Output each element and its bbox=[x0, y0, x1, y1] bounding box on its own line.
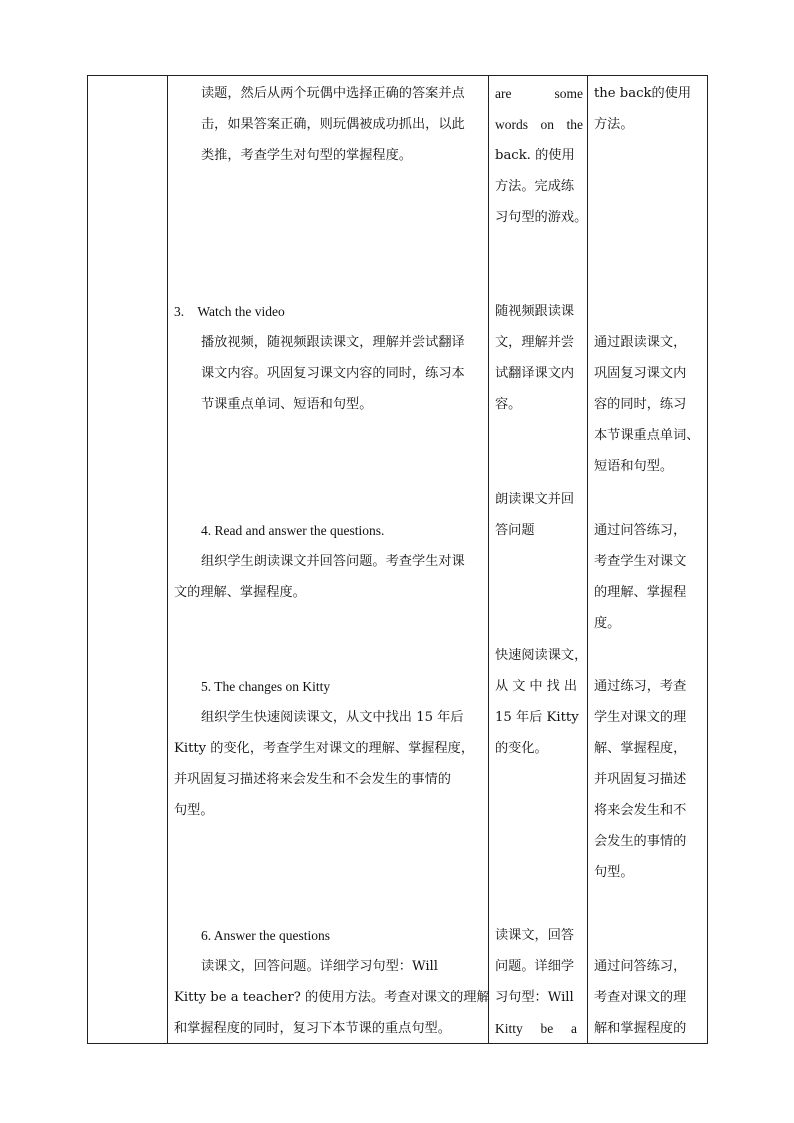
activity-line: 类推，考查学生对句型的掌握程度。 bbox=[201, 148, 412, 163]
step-title: 5. The changes on Kitty bbox=[201, 679, 331, 694]
activity-line: 问题。详细学 bbox=[495, 959, 575, 974]
activity-line: 快速阅读课文， bbox=[495, 648, 588, 663]
lesson-plan-table bbox=[87, 75, 708, 1044]
step-title: 4. Read and answer the questions. bbox=[201, 523, 385, 538]
activity-line: 并巩固复习描述将来会发生和不会发生的事情的 bbox=[174, 772, 451, 787]
activity-line: 课文内容。巩固复习课文内容的同时，练习本 bbox=[201, 366, 465, 381]
activity-line: 从 文 中 找 出 bbox=[495, 679, 577, 694]
intent-line: 短语和句型。 bbox=[594, 459, 674, 474]
intent-line: 的理解、掌握程 bbox=[594, 585, 687, 600]
activity-line: 习句型的游戏。 bbox=[495, 210, 588, 225]
intent-line: 考查学生对课文 bbox=[594, 554, 687, 569]
intent-line: 方法。 bbox=[594, 117, 634, 132]
intent-line: 容的同时，练习 bbox=[594, 397, 687, 412]
activity-line: are some bbox=[495, 86, 583, 101]
intent-line: 解和掌握程度的 bbox=[594, 1021, 687, 1036]
activity-line: 习句型：Will bbox=[495, 990, 574, 1005]
step-title: 6. Answer the questions bbox=[201, 928, 330, 943]
activity-line: 句型。 bbox=[174, 803, 214, 818]
intent-line: 巩固复习课文内 bbox=[594, 366, 687, 381]
intent-line: 将来会发生和不 bbox=[594, 803, 687, 818]
activity-line: 朗读课文并回 bbox=[495, 492, 575, 507]
activity-line: 方法。完成练 bbox=[495, 179, 575, 194]
activity-line: back. 的使用 bbox=[495, 148, 575, 163]
activity-line: Kitty be a bbox=[495, 1021, 577, 1036]
activity-line: 15 年后 Kitty bbox=[495, 710, 579, 725]
intent-line: 通过练习，考查 bbox=[594, 679, 687, 694]
activity-line: 试翻译课文内 bbox=[495, 366, 575, 381]
activity-line: 组织学生朗读课文并回答问题。考查学生对课 bbox=[201, 554, 465, 569]
activity-line: 容。 bbox=[495, 397, 522, 412]
activity-line: 文，理解并尝 bbox=[495, 335, 575, 350]
design-intent-cell bbox=[588, 76, 708, 1044]
activity-line: 组织学生快速阅读课文，从文中找出 15 年后 bbox=[201, 710, 464, 725]
intent-line: 通过问答练习， bbox=[594, 523, 687, 538]
activity-line: 随视频跟读课 bbox=[495, 304, 575, 319]
intent-line: 解、掌握程度， bbox=[594, 741, 687, 756]
intent-line: 通过跟读课文， bbox=[594, 335, 687, 350]
activity-line: Kitty 的变化，考查学生对课文的理解、掌握程度， bbox=[174, 741, 475, 756]
activity-line: 播放视频，随视频跟读课文，理解并尝试翻译 bbox=[201, 335, 465, 350]
stage-cell bbox=[88, 76, 168, 1044]
intent-line: 学生对课文的理 bbox=[594, 710, 687, 725]
table-row bbox=[88, 76, 708, 1044]
activity-line: 文的理解、掌握程度。 bbox=[174, 585, 306, 600]
activity-line: 和掌握程度的同时，复习下本节课的重点句型。 bbox=[174, 1021, 451, 1036]
intent-line: the back的使用 bbox=[594, 86, 692, 101]
intent-line: 考查对课文的理 bbox=[594, 990, 687, 1005]
activity-line: 读题，然后从两个玩偶中选择正确的答案并点 bbox=[201, 86, 465, 101]
teacher-activity-cell bbox=[168, 76, 489, 1044]
intent-line: 通过问答练习， bbox=[594, 959, 687, 974]
activity-line: 的变化。 bbox=[495, 741, 548, 756]
intent-line: 句型。 bbox=[594, 865, 634, 880]
activity-line: 读课文，回答 bbox=[495, 928, 575, 943]
activity-line: Kitty be a teacher? 的使用方法。考查对课文的理解 bbox=[174, 990, 490, 1005]
intent-line: 度。 bbox=[594, 616, 621, 631]
activity-line: words on the bbox=[495, 117, 583, 132]
activity-line: 答问题 bbox=[495, 523, 535, 538]
step-title: 3. Watch the video bbox=[174, 304, 285, 319]
intent-line: 会发生的事情的 bbox=[594, 834, 687, 849]
intent-line: 本节课重点单词、 bbox=[594, 428, 700, 443]
activity-line: 击，如果答案正确，则玩偶被成功抓出，以此 bbox=[201, 117, 465, 132]
activity-line: 节课重点单词、短语和句型。 bbox=[201, 397, 373, 412]
student-activity-cell bbox=[489, 76, 588, 1044]
activity-line: 读课文，回答问题。详细学习句型：Will bbox=[201, 959, 438, 974]
intent-line: 并巩固复习描述 bbox=[594, 772, 687, 787]
